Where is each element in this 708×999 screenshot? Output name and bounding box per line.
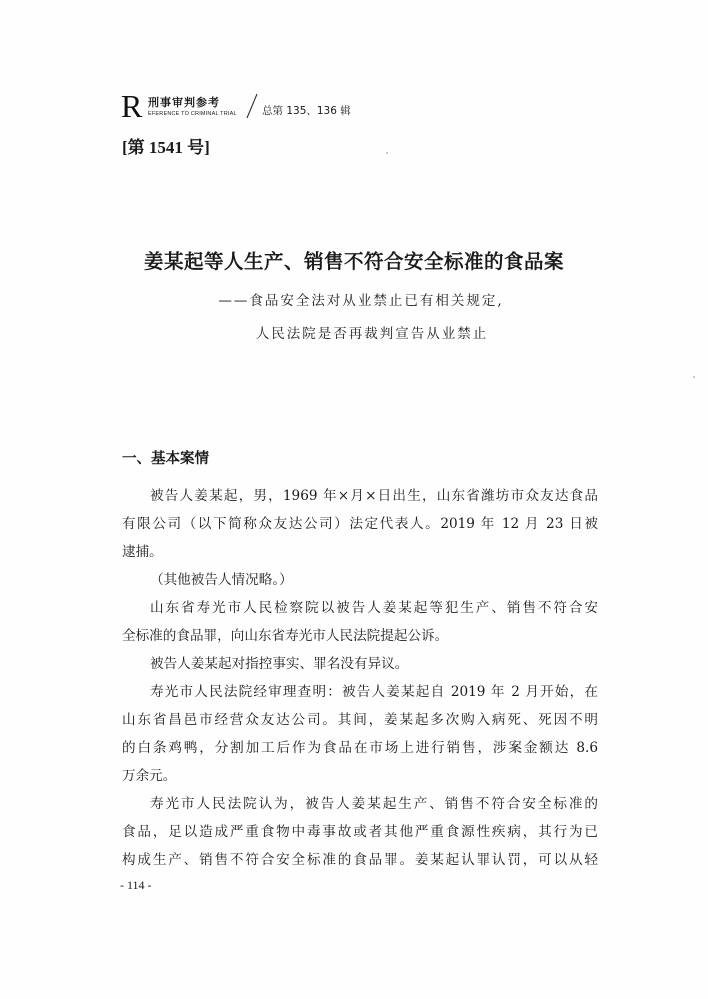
- paragraph-line: （其他被告人情况略。）: [150, 572, 293, 588]
- case-subtitle-line: ——食品安全法对从业禁止已有相关规定,: [218, 293, 504, 309]
- paragraph-line: 被告人姜某起，男，1969 年×月×日出生，山东省潍坊市众友达食品: [150, 488, 598, 504]
- paragraph-line: 被告人姜某起对指控事实、罪名没有异议。: [150, 656, 409, 672]
- paragraph-line: 山东省昌邑市经营众友达公司。其间，姜某起多次购入病死、死因不明: [122, 712, 598, 728]
- case-subtitle-line: 人民法院是否再裁判宣告从业禁止: [255, 326, 489, 342]
- case-number: [第 1541 号]: [122, 138, 210, 157]
- journal-subtitle: EFERENCE TO CRIMINAL TRIAL: [148, 111, 237, 117]
- paragraph-line: 寿光市人民法院经审理查明：被告人姜某起自 2019 年 2 月开始，在: [150, 684, 598, 700]
- journal-title: 刑事审判参考: [148, 96, 220, 109]
- issue-label: 总第 135、136 辑: [262, 105, 351, 117]
- paragraph-line: 山东省寿光市人民检察院以被告人姜某起等犯生产、销售不符合安: [150, 600, 598, 616]
- paragraph-line: 食品，足以造成严重食物中毒事故或者其他严重食源性疾病，其行为已: [122, 824, 598, 840]
- section-heading: 一、基本案情: [122, 451, 209, 467]
- page-number: - 114 -: [120, 878, 152, 892]
- paragraph-line: 的白条鸡鸭，分割加工后作为食品在市场上进行销售，涉案金额达 8.6: [122, 740, 598, 756]
- scan-speck: [693, 376, 695, 378]
- header-divider-slash: [245, 93, 259, 119]
- paragraph-line: 万余元。: [122, 768, 177, 784]
- paragraph-line: 全标准的食品罪，向山东省寿光市人民法院提起公诉。: [122, 628, 449, 644]
- scan-speck: [386, 152, 388, 154]
- paragraph-line: 寿光市人民法院认为，被告人姜某起生产、销售不符合安全标准的: [150, 796, 598, 812]
- paragraph-line: 逮捕。: [122, 544, 163, 560]
- journal-logo-letter: R: [121, 88, 143, 124]
- paragraph-line: 构成生产、销售不符合安全标准的食品罪。姜某起认罪认罚，可以从轻: [122, 852, 598, 868]
- case-title: 姜某起等人生产、销售不符合安全标准的食品案: [143, 250, 564, 273]
- paragraph-line: 有限公司（以下简称众友达公司）法定代表人。2019 年 12 月 23 日被: [122, 516, 598, 532]
